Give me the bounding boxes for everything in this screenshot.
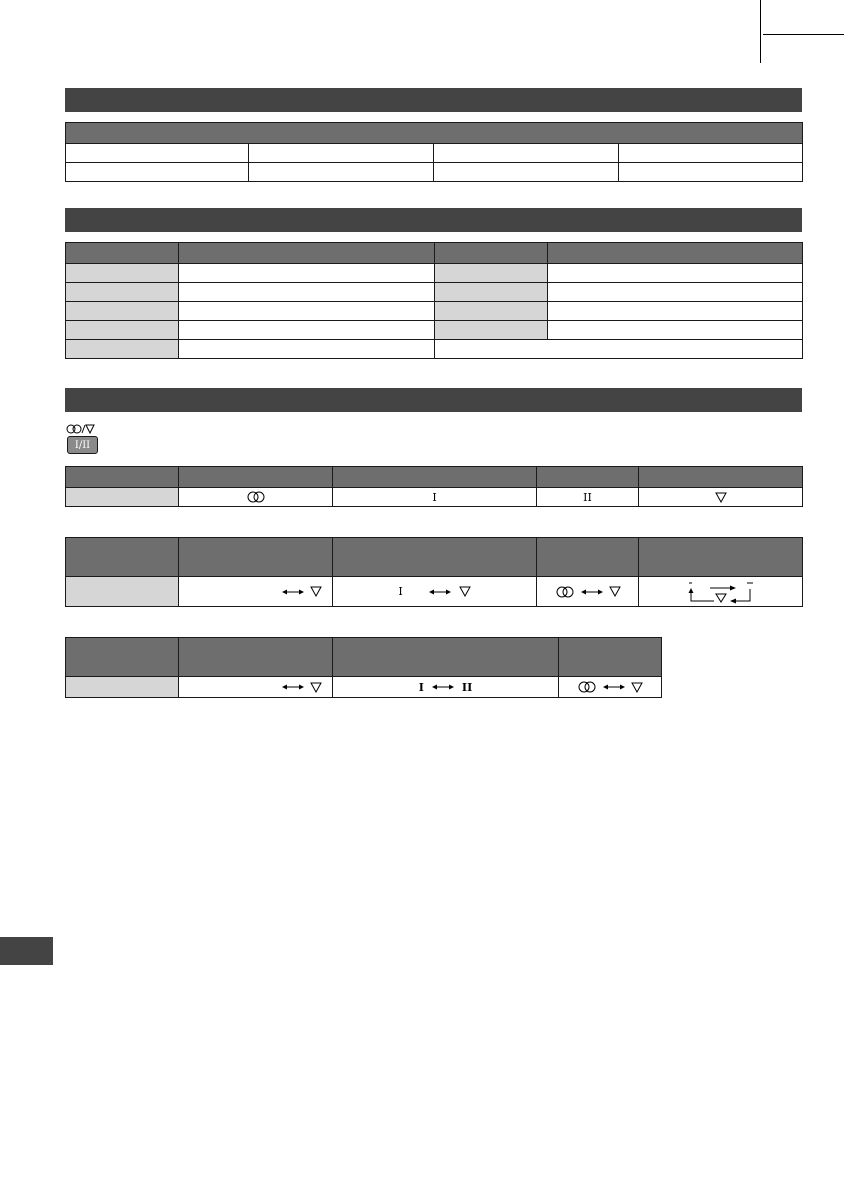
table-row xyxy=(66,677,662,698)
mono-triangle-icon xyxy=(459,586,471,597)
section-header-bar-1 xyxy=(65,88,802,112)
stereo-mono-legend-icon xyxy=(66,423,96,435)
section-header-bar-3 xyxy=(65,388,802,412)
double-arrow-icon xyxy=(432,683,454,691)
sub-audio-symbol: II xyxy=(461,680,473,694)
crop-mark-vertical xyxy=(760,0,761,63)
mono-triangle-icon xyxy=(310,586,322,597)
table-3 xyxy=(65,466,803,507)
main-audio-symbol: I xyxy=(398,585,403,598)
table-3-header-row xyxy=(66,467,803,488)
table-row xyxy=(66,144,803,163)
table-5-header-row xyxy=(66,638,662,677)
table-1-header xyxy=(66,123,803,144)
stereo-icon xyxy=(577,681,597,693)
mono-triangle-icon xyxy=(310,682,322,693)
mono-triangle-icon xyxy=(631,682,643,693)
section-header-bar-2 xyxy=(65,208,802,232)
table-row xyxy=(66,302,803,321)
audio-cycle-icon xyxy=(686,580,756,604)
table-row xyxy=(66,321,803,340)
dual-audio-button-label: I/II xyxy=(74,439,91,451)
main-audio-symbol: I xyxy=(418,680,424,694)
double-arrow-icon xyxy=(282,683,304,691)
table-row xyxy=(66,264,803,283)
table-row xyxy=(66,283,803,302)
double-arrow-icon xyxy=(282,588,304,596)
table-4-header-row xyxy=(66,538,803,577)
page-side-tab xyxy=(0,937,53,965)
table-row xyxy=(66,488,803,507)
table-row xyxy=(66,340,803,359)
mono-triangle-icon xyxy=(715,492,727,503)
stereo-icon xyxy=(246,491,266,503)
stereo-icon xyxy=(555,586,575,598)
crop-mark-horizontal xyxy=(763,34,844,35)
double-arrow-icon xyxy=(603,683,625,691)
table-5 xyxy=(65,637,662,698)
dual-audio-button[interactable] xyxy=(67,436,98,454)
double-arrow-icon xyxy=(429,588,451,596)
mono-triangle-icon xyxy=(609,586,621,597)
table-1 xyxy=(65,122,803,182)
table-2 xyxy=(65,242,803,359)
sub-audio-symbol: II xyxy=(583,490,592,504)
table-row xyxy=(66,163,803,182)
main-audio-symbol: I xyxy=(432,490,437,504)
table-4 xyxy=(65,537,803,607)
double-arrow-icon xyxy=(581,588,603,596)
table-row xyxy=(66,577,803,607)
table-2-header-row xyxy=(66,243,803,264)
